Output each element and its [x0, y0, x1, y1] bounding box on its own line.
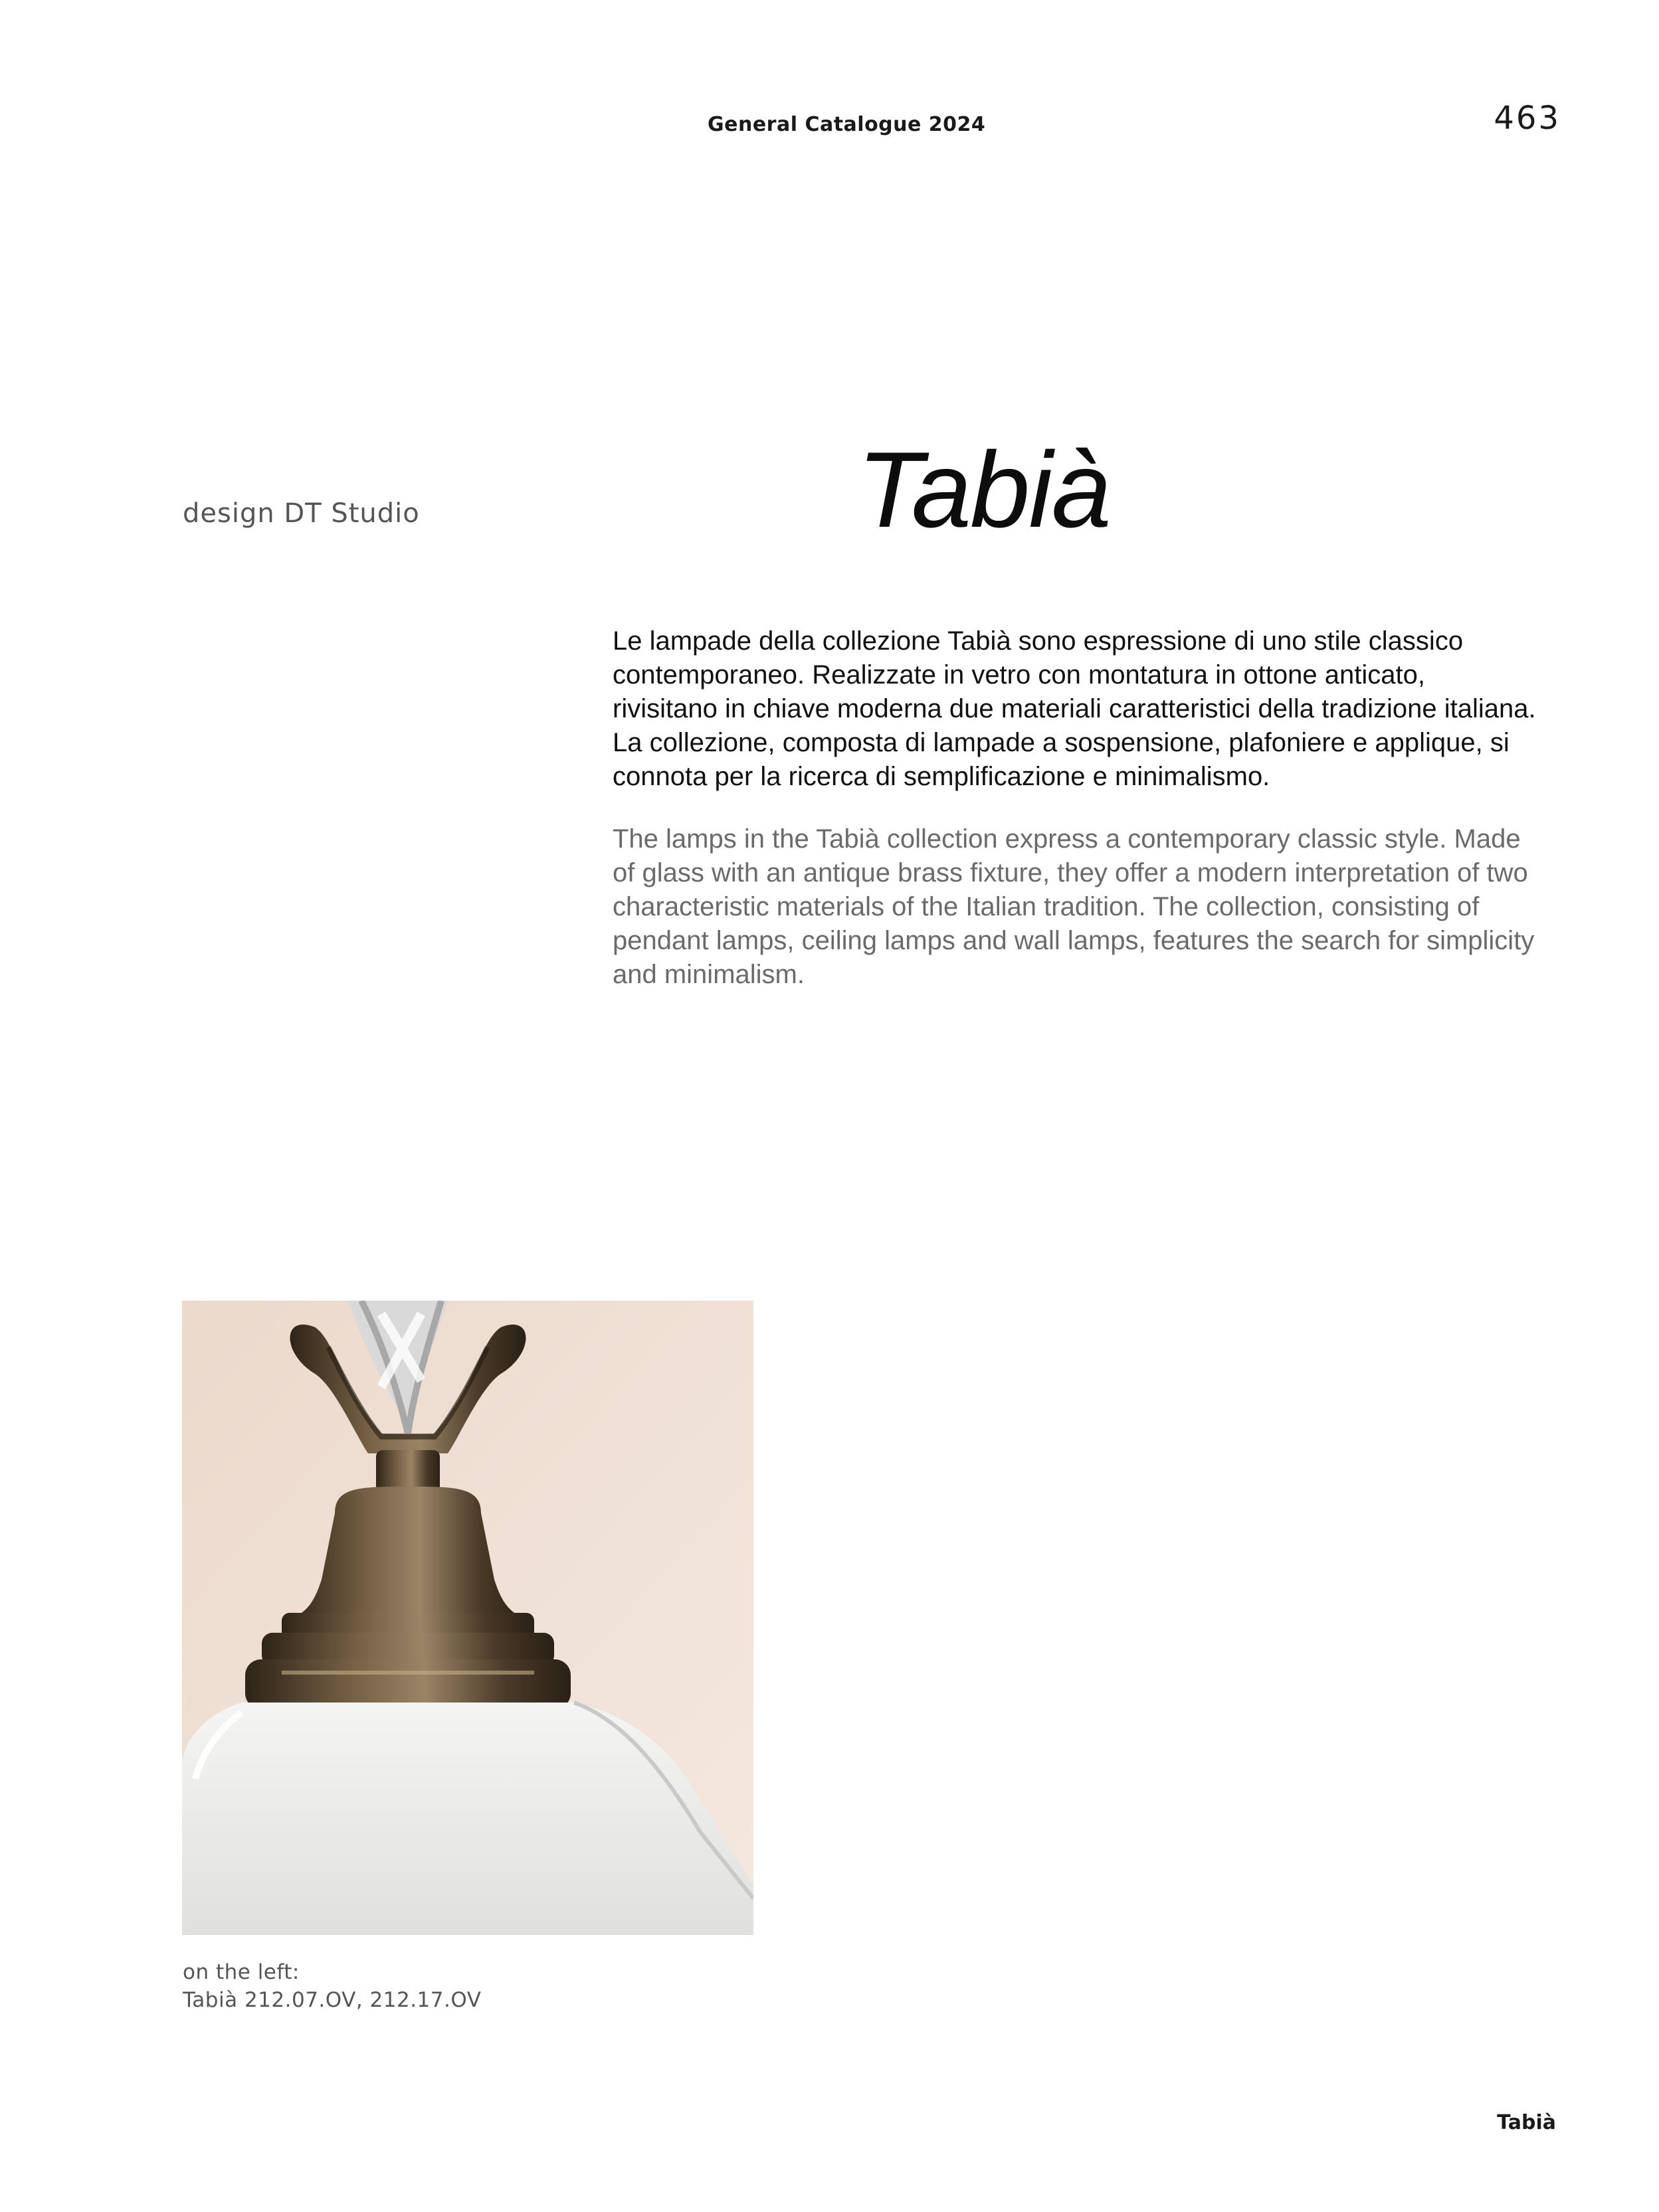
catalogue-title: General Catalogue 2024	[708, 113, 986, 136]
page-number: 463	[1494, 100, 1561, 137]
photo-caption	[183, 1958, 481, 2014]
intro-italian: Le lampade della collezione Tabià sono espressione di uno stile classico contemporaneo. Realizzate in vetro con montatura in ottone anticato, rivisitano in chiave moderna due materiali caratteristici della tradizione italiana. La collezione, composta di lampade a sospensione, plafoniere e applique, si connota per la ricerca di semplificazione e minimalismo.	[613, 626, 1536, 791]
product-photo	[182, 1301, 753, 1935]
caption-line-1: on the left:	[183, 1960, 300, 1984]
collection-title: Tabià	[857, 430, 1110, 550]
pendant-lamp-image	[182, 1301, 753, 1935]
designer-credit: design DT Studio	[183, 498, 420, 529]
footer-section-label: Tabià	[1497, 2111, 1556, 2134]
intro-english: The lamps in the Tabià collection express a contemporary classic style. Made of glass with an antique brass fixture, they offer a modern interpretation of two characteristic materials of the Italian tradition. The collection, consisting of pendant lamps, ceiling lamps and wall lamps, features the search for simplicity and minimalism.	[613, 824, 1535, 989]
caption-line-2: Tabià 212.07.OV, 212.17.OV	[183, 1988, 482, 2012]
